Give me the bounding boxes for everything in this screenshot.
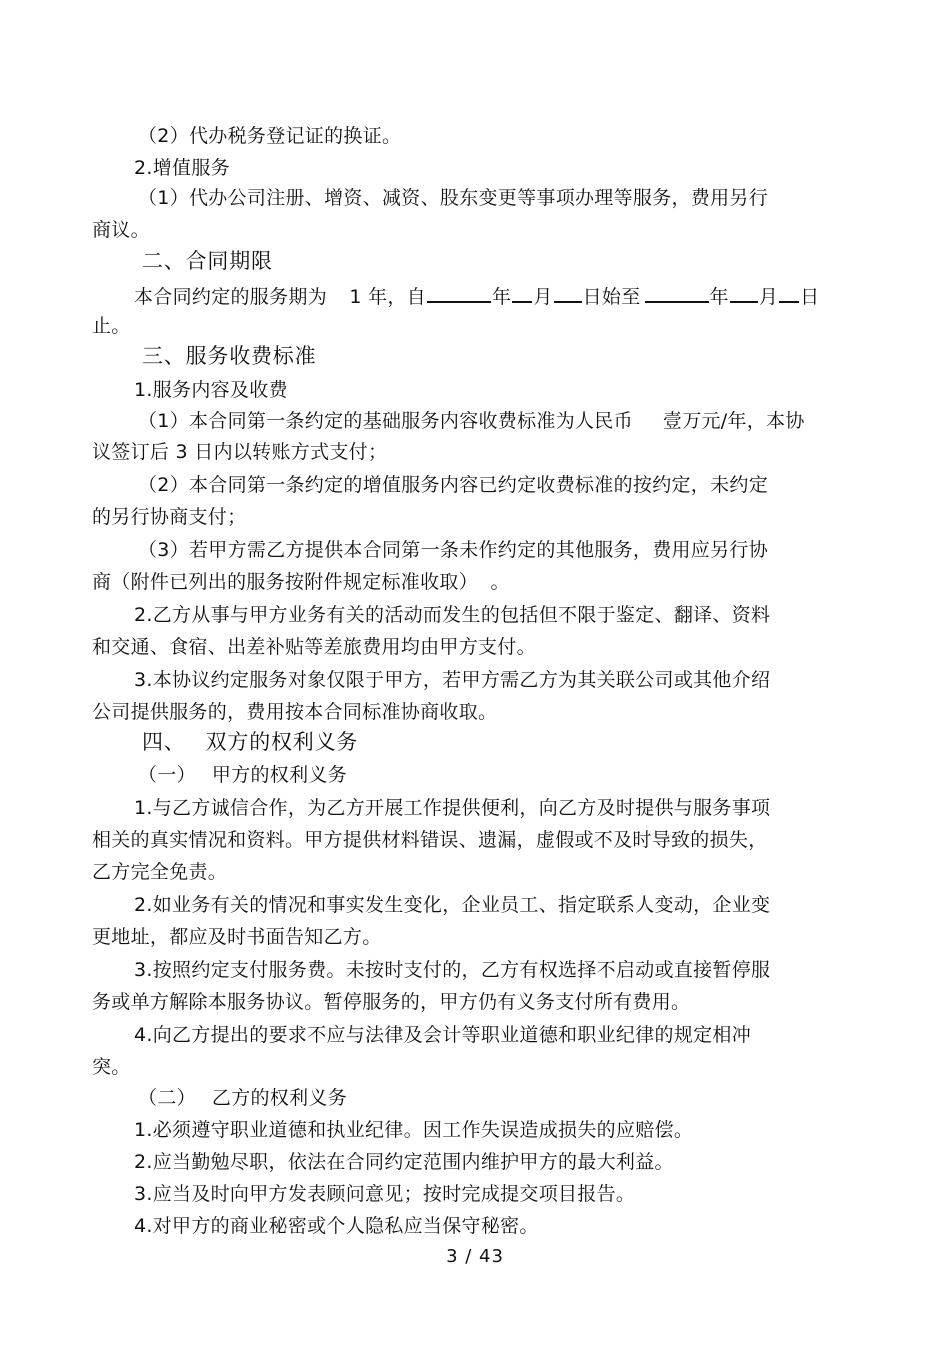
blank-field <box>512 283 532 303</box>
term-text: 日始至 <box>582 286 641 308</box>
paragraph-line: 3.本协议约定服务对象仅限于甲方，若甲方需乙方为其关联公司或其他介绍 <box>134 669 771 691</box>
subsection-heading: 2.增值服务 <box>134 157 230 179</box>
section-title: 双方的权利义务 <box>205 730 359 754</box>
term-text: 月 <box>533 286 553 308</box>
subsection-number: （一） <box>138 764 196 786</box>
paragraph-line: （2）本合同第一条约定的增值服务内容已约定收费标准的按约定，未约定 <box>138 474 768 496</box>
term-text: 年 <box>709 286 729 308</box>
subsection-heading <box>138 763 347 787</box>
blank-field <box>427 283 491 303</box>
contract-term-line <box>134 283 819 309</box>
paragraph-line: 相关的真实情况和资料。甲方提供材料错误、遗漏，虚假或不及时导致的损失， <box>92 829 768 851</box>
paragraph-line: （2）代办税务登记证的换证。 <box>138 125 402 147</box>
paragraph-line: 2.应当勤勉尽职，依法在合同约定范围内维护甲方的最大利益。 <box>134 1151 674 1173</box>
blank-field <box>730 283 758 303</box>
paragraph-line: 3.应当及时向甲方发表顾问意见；按时完成提交项目报告。 <box>134 1183 636 1205</box>
paragraph-line: 止。 <box>92 315 131 337</box>
blank-field <box>645 283 709 303</box>
paragraph-line <box>92 570 510 594</box>
paragraph-line: 2.乙方从事与甲方业务有关的活动而发生的包括但不限于鉴定、翻译、资料 <box>134 604 771 626</box>
section-heading: 三、服务收费标准 <box>142 344 317 368</box>
blank-field <box>554 283 582 303</box>
subsection-number: （二） <box>138 1087 196 1109</box>
paragraph-line <box>138 409 805 433</box>
term-text: 本合同约定的服务期为 <box>134 286 328 308</box>
paragraph-line: 商议。 <box>92 219 150 241</box>
subsection-heading <box>138 1086 347 1110</box>
paragraph-line: 4.向乙方提出的要求不应与法律及会计等职业道德和职业纪律的规定相冲 <box>134 1024 752 1046</box>
paragraph-line: 1.必须遵守职业道德和执业纪律。因工作失误造成损失的应赔偿。 <box>134 1119 694 1141</box>
paragraph-line: 3.按照约定支付服务费。未按时支付的，乙方有权选择不启动或直接暂停服 <box>134 959 771 981</box>
subsection-title: 甲方的权利义务 <box>211 764 348 786</box>
blank-field <box>779 283 799 303</box>
subsection-heading: 1.服务内容及收费 <box>134 379 288 401</box>
subsection-title: 乙方的权利义务 <box>211 1087 348 1109</box>
paragraph-line: （1）代办公司注册、增资、减资、股东变更等事项办理等服务，费用另行 <box>138 187 768 209</box>
paragraph-line: 务或单方解除本服务协议。暂停服务的，甲方仍有义务支付所有费用。 <box>92 991 691 1013</box>
paragraph-line: 和交通、食宿、出差补贴等差旅费用均由甲方支付。 <box>92 636 536 658</box>
paragraph-line: 的另行协商支付； <box>92 506 247 528</box>
paragraph-line: 2.如业务有关的情况和事实发生变化，企业员工、指定联系人变动，企业变 <box>134 894 771 916</box>
paragraph-line: 更地址，都应及时书面告知乙方。 <box>92 926 382 948</box>
paragraph-line: 突。 <box>92 1056 131 1078</box>
page-number: 3 / 43 <box>446 1246 504 1267</box>
paragraph-text: （1）本合同第一条约定的基础服务内容收费标准为人民币 <box>138 410 633 432</box>
fee-amount: 壹万元/年，本协 <box>662 410 805 432</box>
paragraph-line: 乙方完全免责。 <box>92 861 228 883</box>
term-text: 日 <box>800 286 820 308</box>
term-text: 年 <box>492 286 512 308</box>
term-text: 1 年，自 <box>349 286 426 308</box>
section-heading <box>142 730 358 754</box>
paragraph-line: 议签订后 3 日内以转账方式支付； <box>92 441 388 463</box>
paragraph-line: （3）若甲方需乙方提供本合同第一条未作约定的其他服务，费用应另行协 <box>138 539 768 561</box>
section-heading: 二、合同期限 <box>142 249 273 273</box>
paragraph-text: 商（附件已列出的服务按附件规定标准收取） <box>92 571 469 593</box>
paragraph-line: 1.与乙方诚信合作，为乙方开展工作提供便利，向乙方及时提供与服务事项 <box>134 797 771 819</box>
paragraph-line: 公司提供服务的，费用按本合同标准协商收取。 <box>92 701 498 723</box>
paragraph-text: 。 <box>490 571 510 593</box>
paragraph-line: 4.对甲方的商业秘密或个人隐私应当保守秘密。 <box>134 1215 539 1237</box>
term-text: 月 <box>758 286 779 308</box>
section-number: 四、 <box>142 730 186 754</box>
